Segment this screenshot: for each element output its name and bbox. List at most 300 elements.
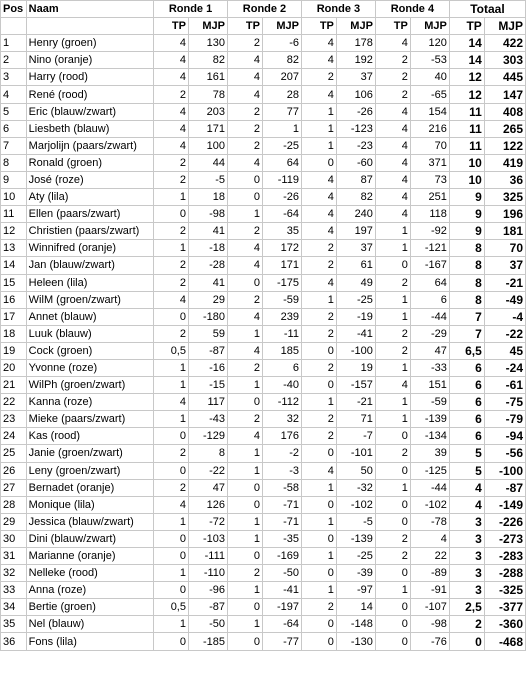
ronde-2-tp-cell: 0 — [228, 479, 263, 496]
ronde-4-tp-cell: 0 — [375, 462, 410, 479]
ronde-1-mjp-cell: -110 — [188, 565, 227, 582]
name-cell: Nelleke (rood) — [26, 565, 153, 582]
ronde-2-tp-cell: 1 — [228, 445, 263, 462]
total-mjp-header: MJP — [484, 18, 525, 35]
ronde-2-tp-cell: 0 — [228, 394, 263, 411]
total-mjp-cell: 325 — [484, 189, 525, 206]
ronde-2-tp-cell: 1 — [228, 582, 263, 599]
ronde-4-mjp-cell: 73 — [410, 171, 449, 188]
pos-cell: 2 — [1, 52, 27, 69]
ronde-4-mjp-cell: 40 — [410, 69, 449, 86]
table-row — [1, 565, 526, 582]
total-tp-cell: 10 — [449, 171, 484, 188]
ronde-3-tp-cell: 0 — [301, 377, 336, 394]
pos-cell: 30 — [1, 530, 27, 547]
total-mjp-cell: -56 — [484, 445, 525, 462]
ronde-4-mjp-cell: -53 — [410, 52, 449, 69]
ronde-1-tp-cell: 4 — [154, 103, 189, 120]
ronde-2-tp-cell: 0 — [228, 548, 263, 565]
ronde-2-tp-cell: 0 — [228, 496, 263, 513]
ronde-4-tp-cell: 0 — [375, 513, 410, 530]
ronde-4-tp-cell: 1 — [375, 582, 410, 599]
ronde-3-tp-cell: 2 — [301, 240, 336, 257]
ronde-2-tp-cell: 1 — [228, 377, 263, 394]
ronde-3-tp-cell: 0 — [301, 496, 336, 513]
total-tp-cell: 12 — [449, 86, 484, 103]
total-mjp-cell: -94 — [484, 428, 525, 445]
total-mjp-cell: 303 — [484, 52, 525, 69]
total-mjp-cell: 122 — [484, 137, 525, 154]
ronde-2-tp-cell: 0 — [228, 599, 263, 616]
pos-cell: 10 — [1, 189, 27, 206]
table-row — [1, 52, 526, 69]
name-cell: Marjolijn (paars/zwart) — [26, 137, 153, 154]
table-row — [1, 291, 526, 308]
ronde-2-mjp-cell: 6 — [262, 359, 301, 376]
pos-cell: 13 — [1, 240, 27, 257]
ronde-2-mjp-cell: -58 — [262, 479, 301, 496]
ronde-2-header: Ronde 2 — [228, 1, 302, 18]
ronde-3-tp-cell: 1 — [301, 291, 336, 308]
ronde-4-mjp-cell: -167 — [410, 257, 449, 274]
table-row — [1, 137, 526, 154]
total-tp-cell: 8 — [449, 240, 484, 257]
ronde-4-tp-cell: 1 — [375, 479, 410, 496]
pos-cell: 1 — [1, 35, 27, 52]
table-row — [1, 274, 526, 291]
ronde-4-tp-cell: 2 — [375, 325, 410, 342]
ronde-3-mjp-cell: 240 — [336, 206, 375, 223]
ronde-1-mjp-cell: 171 — [188, 120, 227, 137]
ronde-4-tp-cell: 1 — [375, 394, 410, 411]
table-row — [1, 599, 526, 616]
ronde-4-tp-cell: 4 — [375, 154, 410, 171]
ronde-2-tp-cell: 2 — [228, 411, 263, 428]
total-mjp-cell: -49 — [484, 291, 525, 308]
ronde-1-tp-cell: 4 — [154, 69, 189, 86]
pos-cell: 21 — [1, 377, 27, 394]
ronde-2-tp-cell: 2 — [228, 137, 263, 154]
total-mjp-cell: 45 — [484, 342, 525, 359]
ronde-2-mjp-cell: -35 — [262, 530, 301, 547]
total-mjp-cell: -79 — [484, 411, 525, 428]
ronde-4-tp-cell: 2 — [375, 342, 410, 359]
name-cell: Nino (oranje) — [26, 52, 153, 69]
ronde-3-mjp-cell: -25 — [336, 548, 375, 565]
name-cell: Luuk (blauw) — [26, 325, 153, 342]
ronde-3-mjp-cell: -130 — [336, 633, 375, 650]
ronde-2-mjp-cell: -119 — [262, 171, 301, 188]
total-tp-cell: 4 — [449, 479, 484, 496]
table-row — [1, 223, 526, 240]
table-row — [1, 548, 526, 565]
ronde-2-mjp-cell: -71 — [262, 496, 301, 513]
ronde-1-mjp-cell: -18 — [188, 240, 227, 257]
ronde-2-mjp-cell: -64 — [262, 206, 301, 223]
total-tp-cell: 3 — [449, 582, 484, 599]
ronde-4-mjp-cell: 70 — [410, 137, 449, 154]
ronde-4-mjp-cell: -59 — [410, 394, 449, 411]
ronde-3-tp-cell: 2 — [301, 599, 336, 616]
ronde-2-tp-cell: 0 — [228, 189, 263, 206]
ronde-4-header: Ronde 4 — [375, 1, 449, 18]
pos-cell: 24 — [1, 428, 27, 445]
pos-cell: 4 — [1, 86, 27, 103]
ronde-2-mjp-cell: -6 — [262, 35, 301, 52]
ronde-3-mjp-cell: -26 — [336, 103, 375, 120]
ronde-4-tp-cell: 2 — [375, 274, 410, 291]
ronde-2-tp-cell: 0 — [228, 171, 263, 188]
ronde-2-tp-cell: 4 — [228, 154, 263, 171]
ronde-2-tp-cell: 1 — [228, 530, 263, 547]
ronde-1-tp-cell: 1 — [154, 565, 189, 582]
ronde-3-mjp-cell: -23 — [336, 137, 375, 154]
total-tp-cell: 6 — [449, 359, 484, 376]
ronde-3-tp-cell: 1 — [301, 479, 336, 496]
ronde-1-tp-cell: 1 — [154, 616, 189, 633]
name-cell: Harry (rood) — [26, 69, 153, 86]
ronde-4-tp-cell: 0 — [375, 616, 410, 633]
ronde-3-header: Ronde 3 — [301, 1, 375, 18]
total-mjp-cell: 265 — [484, 120, 525, 137]
total-tp-cell: 2 — [449, 616, 484, 633]
total-tp-cell: 8 — [449, 291, 484, 308]
ronde-4-tp-cell: 4 — [375, 120, 410, 137]
pos-cell: 23 — [1, 411, 27, 428]
ronde-2-mjp-cell: -169 — [262, 548, 301, 565]
naam-header: Naam — [26, 1, 153, 18]
ronde-2-tp-cell: 1 — [228, 325, 263, 342]
ronde-1-mjp-cell: -16 — [188, 359, 227, 376]
ronde-3-tp-cell: 4 — [301, 223, 336, 240]
ronde-3-mjp-cell: 19 — [336, 359, 375, 376]
ronde-1-mjp-cell: -111 — [188, 548, 227, 565]
ronde-4-mjp-cell: -33 — [410, 359, 449, 376]
ronde-3-tp-cell: 4 — [301, 189, 336, 206]
ronde-4-mjp-cell: 120 — [410, 35, 449, 52]
ronde-1-mjp-cell: -96 — [188, 582, 227, 599]
ronde-4-mjp-cell: 22 — [410, 548, 449, 565]
table-row — [1, 342, 526, 359]
ronde-4-tp-cell: 4 — [375, 189, 410, 206]
ronde-3-tp-cell: 1 — [301, 120, 336, 137]
name-cell: Cock (groen) — [26, 342, 153, 359]
name-cell: Ellen (paars/zwart) — [26, 206, 153, 223]
ronde-4-mjp-cell: -44 — [410, 479, 449, 496]
total-mjp-cell: -21 — [484, 274, 525, 291]
ronde-4-mjp-cell: -44 — [410, 308, 449, 325]
ronde-4-mjp-cell: 371 — [410, 154, 449, 171]
ronde-2-mjp-cell: -175 — [262, 274, 301, 291]
ronde-4-mjp-cell: -98 — [410, 616, 449, 633]
ronde-4-mjp-cell: -89 — [410, 565, 449, 582]
pos-cell: 35 — [1, 616, 27, 633]
ronde-2-mjp-cell: 176 — [262, 428, 301, 445]
ronde-4-tp-cell: 1 — [375, 223, 410, 240]
ronde-2-mjp-cell: -25 — [262, 137, 301, 154]
ronde-4-tp-cell: 2 — [375, 530, 410, 547]
name-cell: Nel (blauw) — [26, 616, 153, 633]
ronde-1-mjp-cell: 126 — [188, 496, 227, 513]
ronde-1-mjp-cell: 82 — [188, 52, 227, 69]
ronde-2-tp-cell: 2 — [228, 35, 263, 52]
ronde-4-tp-cell: 1 — [375, 240, 410, 257]
ronde-4-mjp-cell: 154 — [410, 103, 449, 120]
ronde-3-mjp-cell: -32 — [336, 479, 375, 496]
name-cell: WilPh (groen/zwart) — [26, 377, 153, 394]
pos-cell: 12 — [1, 223, 27, 240]
pos-cell: 17 — [1, 308, 27, 325]
ronde-4-tp-cell: 1 — [375, 411, 410, 428]
ronde-4-mjp-cell: 118 — [410, 206, 449, 223]
total-tp-cell: 7 — [449, 308, 484, 325]
table-row — [1, 206, 526, 223]
ronde-2-mjp-cell: 28 — [262, 86, 301, 103]
total-tp-cell: 2,5 — [449, 599, 484, 616]
total-tp-cell: 5 — [449, 445, 484, 462]
ronde-4-mjp-cell: -65 — [410, 86, 449, 103]
pos-cell: 22 — [1, 394, 27, 411]
ronde-1-tp-cell: 0,5 — [154, 599, 189, 616]
ronde-1-tp-cell: 2 — [154, 274, 189, 291]
table-row — [1, 189, 526, 206]
ronde-3-tp-cell: 2 — [301, 325, 336, 342]
total-tp-cell: 6 — [449, 394, 484, 411]
ronde-2-tp-cell: 4 — [228, 52, 263, 69]
ronde-2-mjp-cell: -26 — [262, 189, 301, 206]
ronde-3-tp-cell: 0 — [301, 633, 336, 650]
ronde-3-tp-cell: 0 — [301, 154, 336, 171]
total-mjp-cell: 147 — [484, 86, 525, 103]
total-mjp-cell: -360 — [484, 616, 525, 633]
ronde-4-mjp-cell: -107 — [410, 599, 449, 616]
ronde-2-mjp-cell: -3 — [262, 462, 301, 479]
table-row — [1, 69, 526, 86]
ronde-3-mjp-cell: 82 — [336, 189, 375, 206]
table-row — [1, 633, 526, 650]
mjp-header: MJP — [336, 18, 375, 35]
ronde-3-tp-cell: 4 — [301, 86, 336, 103]
ronde-3-tp-cell: 0 — [301, 565, 336, 582]
name-cell: Henry (groen) — [26, 35, 153, 52]
name-cell: Leny (groen/zwart) — [26, 462, 153, 479]
total-mjp-cell: 196 — [484, 206, 525, 223]
ronde-2-mjp-cell: 77 — [262, 103, 301, 120]
ronde-1-mjp-cell: -87 — [188, 599, 227, 616]
totaal-header: Totaal — [449, 1, 525, 18]
subheader-row — [1, 18, 526, 35]
name-cell: Dini (blauw/zwart) — [26, 530, 153, 547]
ronde-2-tp-cell: 2 — [228, 359, 263, 376]
ronde-1-mjp-cell: -72 — [188, 513, 227, 530]
ronde-4-mjp-cell: 47 — [410, 342, 449, 359]
ronde-2-tp-cell: 2 — [228, 223, 263, 240]
total-tp-cell: 3 — [449, 565, 484, 582]
pos-cell: 5 — [1, 103, 27, 120]
name-cell: Anna (roze) — [26, 582, 153, 599]
total-mjp-cell: -75 — [484, 394, 525, 411]
results-body — [1, 35, 526, 650]
ronde-2-tp-cell: 2 — [228, 565, 263, 582]
ronde-1-mjp-cell: -22 — [188, 462, 227, 479]
mjp-header: MJP — [188, 18, 227, 35]
ronde-1-tp-cell: 0 — [154, 428, 189, 445]
header-row — [1, 1, 526, 18]
total-tp-cell: 11 — [449, 137, 484, 154]
pos-cell: 27 — [1, 479, 27, 496]
table-row — [1, 428, 526, 445]
ronde-3-mjp-cell: -5 — [336, 513, 375, 530]
ronde-4-tp-cell: 2 — [375, 69, 410, 86]
total-mjp-cell: -22 — [484, 325, 525, 342]
ronde-3-tp-cell: 2 — [301, 308, 336, 325]
table-row — [1, 445, 526, 462]
pos-cell: 34 — [1, 599, 27, 616]
ronde-3-mjp-cell: -157 — [336, 377, 375, 394]
ronde-2-mjp-cell: -197 — [262, 599, 301, 616]
name-cell: Fons (lila) — [26, 633, 153, 650]
ronde-1-tp-cell: 0 — [154, 206, 189, 223]
table-row — [1, 377, 526, 394]
ronde-1-tp-cell: 4 — [154, 120, 189, 137]
total-mjp-cell: 422 — [484, 35, 525, 52]
ronde-3-mjp-cell: 61 — [336, 257, 375, 274]
ronde-4-tp-cell: 1 — [375, 359, 410, 376]
total-tp-cell: 0 — [449, 633, 484, 650]
ronde-1-tp-cell: 0 — [154, 633, 189, 650]
ronde-4-mjp-cell: 151 — [410, 377, 449, 394]
name-cell: Kas (rood) — [26, 428, 153, 445]
total-mjp-cell: -24 — [484, 359, 525, 376]
ronde-1-tp-cell: 1 — [154, 359, 189, 376]
table-row — [1, 86, 526, 103]
ronde-3-mjp-cell: -41 — [336, 325, 375, 342]
ronde-3-mjp-cell: -101 — [336, 445, 375, 462]
pos-cell: 7 — [1, 137, 27, 154]
name-cell: Kanna (roze) — [26, 394, 153, 411]
name-cell: Annet (blauw) — [26, 308, 153, 325]
ronde-3-tp-cell: 4 — [301, 171, 336, 188]
table-row — [1, 308, 526, 325]
ronde-3-mjp-cell: 178 — [336, 35, 375, 52]
ronde-4-tp-cell: 4 — [375, 137, 410, 154]
total-mjp-cell: 181 — [484, 223, 525, 240]
total-tp-cell: 9 — [449, 206, 484, 223]
total-mjp-cell: 70 — [484, 240, 525, 257]
ronde-4-tp-cell: 0 — [375, 599, 410, 616]
ronde-3-tp-cell: 1 — [301, 103, 336, 120]
ronde-4-mjp-cell: -92 — [410, 223, 449, 240]
total-tp-cell: 9 — [449, 223, 484, 240]
ronde-2-tp-cell: 0 — [228, 274, 263, 291]
ronde-1-tp-cell: 1 — [154, 411, 189, 428]
ronde-3-tp-cell: 0 — [301, 530, 336, 547]
table-row — [1, 411, 526, 428]
ronde-1-tp-cell: 2 — [154, 257, 189, 274]
ronde-1-tp-cell: 4 — [154, 52, 189, 69]
name-cell: Yvonne (roze) — [26, 359, 153, 376]
ronde-3-mjp-cell: -97 — [336, 582, 375, 599]
table-row — [1, 171, 526, 188]
table-row — [1, 616, 526, 633]
name-cell: Bertie (groen) — [26, 599, 153, 616]
total-mjp-cell: -273 — [484, 530, 525, 547]
pos-cell: 8 — [1, 154, 27, 171]
ronde-3-tp-cell: 4 — [301, 462, 336, 479]
ronde-2-tp-cell: 4 — [228, 257, 263, 274]
ronde-1-tp-cell: 1 — [154, 377, 189, 394]
pos-cell: 26 — [1, 462, 27, 479]
ronde-1-tp-cell: 1 — [154, 513, 189, 530]
pos-cell: 19 — [1, 342, 27, 359]
ronde-4-mjp-cell: 4 — [410, 530, 449, 547]
total-tp-cell: 3 — [449, 530, 484, 547]
name-cell: Monique (lila) — [26, 496, 153, 513]
table-row — [1, 496, 526, 513]
ronde-1-tp-cell: 2 — [154, 325, 189, 342]
ronde-1-tp-cell: 0 — [154, 548, 189, 565]
name-cell: WilM (groen/zwart) — [26, 291, 153, 308]
ronde-4-mjp-cell: -139 — [410, 411, 449, 428]
ronde-1-mjp-cell: -103 — [188, 530, 227, 547]
total-mjp-cell: -377 — [484, 599, 525, 616]
ronde-3-mjp-cell: 192 — [336, 52, 375, 69]
ronde-4-mjp-cell: 251 — [410, 189, 449, 206]
pos-cell: 31 — [1, 548, 27, 565]
total-mjp-cell: 36 — [484, 171, 525, 188]
ronde-1-mjp-cell: -15 — [188, 377, 227, 394]
ronde-4-mjp-cell: 64 — [410, 274, 449, 291]
ronde-1-mjp-cell: -50 — [188, 616, 227, 633]
name-cell: Janie (groen/zwart) — [26, 445, 153, 462]
ronde-1-mjp-cell: 41 — [188, 223, 227, 240]
ronde-1-tp-cell: 2 — [154, 479, 189, 496]
name-cell: Mieke (paars/zwart) — [26, 411, 153, 428]
total-tp-cell: 8 — [449, 274, 484, 291]
total-tp-cell: 7 — [449, 325, 484, 342]
name-cell: René (rood) — [26, 86, 153, 103]
ronde-4-mjp-cell: -125 — [410, 462, 449, 479]
table-row — [1, 103, 526, 120]
ronde-1-tp-cell: 4 — [154, 496, 189, 513]
ronde-2-mjp-cell: 171 — [262, 257, 301, 274]
table-row — [1, 240, 526, 257]
ronde-1-mjp-cell: -185 — [188, 633, 227, 650]
ronde-2-tp-cell: 4 — [228, 86, 263, 103]
table-row — [1, 513, 526, 530]
table-row — [1, 359, 526, 376]
ronde-1-tp-cell: 0 — [154, 582, 189, 599]
ronde-2-mjp-cell: 185 — [262, 342, 301, 359]
ronde-1-mjp-cell: 8 — [188, 445, 227, 462]
total-tp-cell: 4 — [449, 496, 484, 513]
total-tp-cell: 8 — [449, 257, 484, 274]
ronde-2-mjp-cell: 32 — [262, 411, 301, 428]
ronde-3-tp-cell: 2 — [301, 411, 336, 428]
ronde-2-mjp-cell: 35 — [262, 223, 301, 240]
table-row — [1, 154, 526, 171]
total-tp-cell: 11 — [449, 120, 484, 137]
pos-cell: 9 — [1, 171, 27, 188]
name-cell: José (roze) — [26, 171, 153, 188]
total-tp-cell: 9 — [449, 189, 484, 206]
mjp-header: MJP — [410, 18, 449, 35]
total-tp-cell: 6 — [449, 377, 484, 394]
total-mjp-cell: 445 — [484, 69, 525, 86]
ronde-2-mjp-cell: -41 — [262, 582, 301, 599]
ronde-2-mjp-cell: -50 — [262, 565, 301, 582]
empty-cell — [26, 18, 153, 35]
